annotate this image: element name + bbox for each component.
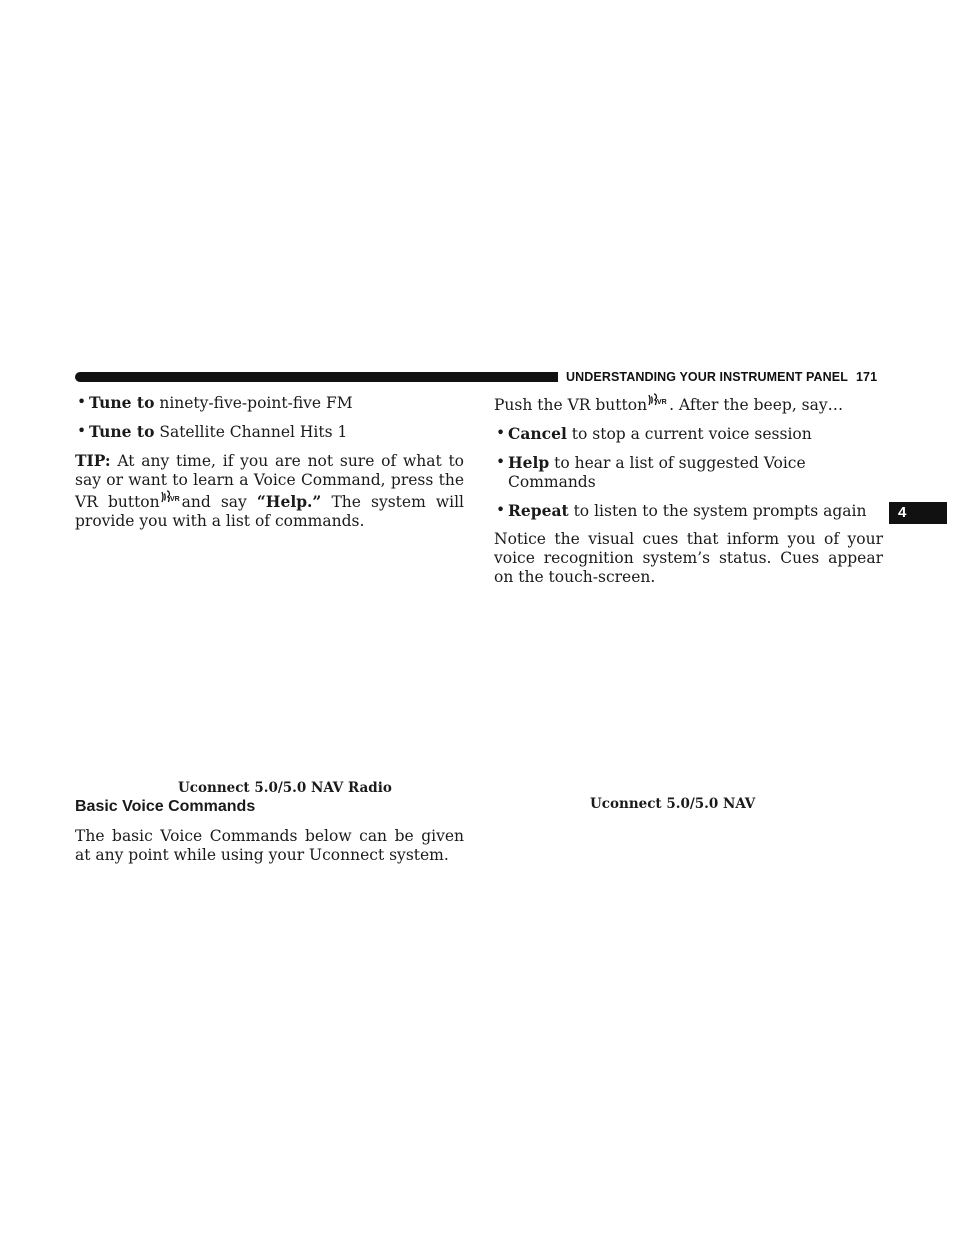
voice-recognition-icon: [647, 393, 669, 407]
command-keyword: Help: [508, 453, 550, 472]
header-rule: [75, 372, 558, 382]
svg-text:VR: VR: [169, 496, 180, 503]
svg-text:VR: VR: [657, 399, 667, 406]
list-item: [494, 424, 883, 444]
chapter-number: 4: [898, 504, 907, 521]
voice-recognition-icon: [160, 490, 182, 504]
command-keyword: Cancel: [508, 424, 567, 443]
command-text: to stop a current voice session: [566, 425, 812, 443]
intro-text-after: . After the beep, say…: [669, 396, 844, 414]
section-body: The basic Voice Commands below can be given at any point while using your Uconnect system.: [75, 827, 464, 864]
list-item: [494, 501, 883, 521]
bullet-dot: •: [496, 501, 506, 519]
figure-caption: Uconnect 5.0/5.0 NAV Radio: [178, 780, 392, 796]
command-keyword: Tune to: [89, 422, 155, 441]
page-number: 171: [855, 370, 878, 384]
section-heading: Basic Voice Commands: [75, 798, 256, 815]
running-header: [566, 370, 886, 384]
command-text: to hear a list of suggested Voice Commands: [508, 454, 806, 491]
figure-caption: Uconnect 5.0/5.0 NAV: [590, 796, 756, 812]
chapter-tab: [889, 502, 947, 524]
help-keyword: “Help.”: [256, 492, 322, 511]
list-item: [75, 422, 464, 442]
notice-paragraph: Notice the visual cues that inform you of your voice recognition system’s status. Cues appear on the touch-screen.: [494, 530, 883, 586]
tip-text-end: The system will provide you with a list of commands.: [75, 493, 464, 530]
tip-text: At any time, if you are not sure of what to say or want to learn a Voice Command, press the VR button: [75, 452, 464, 511]
command-keyword: Repeat: [508, 501, 569, 520]
header-title: UNDERSTANDING YOUR INSTRUMENT PANEL: [566, 370, 848, 384]
tip-text-after: and say: [181, 493, 257, 511]
tip-label: TIP:: [75, 451, 111, 470]
bullet-dot: •: [496, 424, 506, 442]
command-keyword: Tune to: [89, 393, 155, 412]
bullet-dot: •: [77, 393, 87, 411]
bullet-dot: •: [496, 453, 506, 471]
command-text: Satellite Channel Hits 1: [154, 423, 348, 441]
intro-paragraph: [494, 393, 883, 415]
list-item: [494, 453, 883, 492]
command-text: ninety-five-point-five FM: [154, 394, 353, 412]
command-text: to listen to the system prompts again: [568, 502, 867, 520]
right-column: [494, 393, 883, 587]
bullet-dot: •: [77, 422, 87, 440]
list-item: [75, 393, 464, 413]
tip-paragraph: [75, 451, 464, 531]
intro-text: Push the VR button: [494, 396, 648, 414]
left-column: [75, 393, 464, 531]
